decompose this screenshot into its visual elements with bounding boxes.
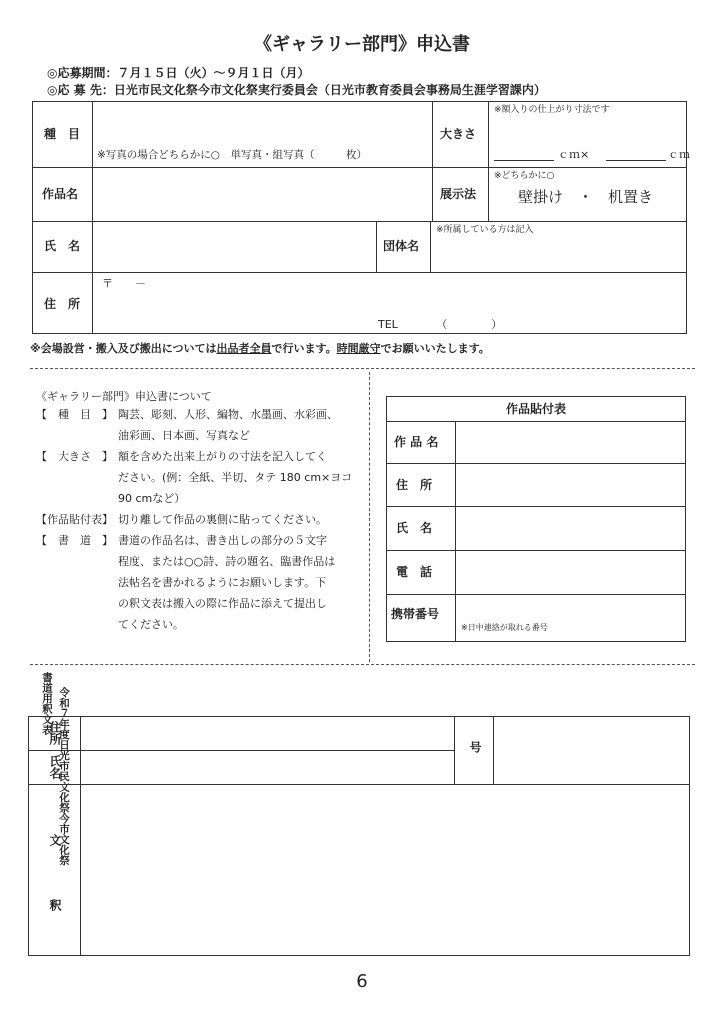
size-unit-1: ｃｍ× <box>558 148 590 161</box>
callig-text-1: 書道の作品名は、書き出しの部分の５文字 <box>118 534 327 547</box>
tag-key: 【作品貼付表】 <box>36 513 113 526</box>
tag-phone-label: 電 話 <box>396 565 433 579</box>
size-height-field[interactable] <box>494 160 554 161</box>
shakumon-text-label-2: 釈 <box>48 899 62 911</box>
size-text-2: ださい。(例：全紙、半切、タテ 180 cm×ヨコ <box>118 471 353 484</box>
cut-line-bottom <box>30 664 695 665</box>
application-recipient: ◎応 募 先：日光市民文化祭今市文化祭実行委員会（日光市教育委員会事務局生涯学習課内） <box>47 83 546 97</box>
callig-key: 【 書 道 】 <box>36 534 113 547</box>
page-title: 《ギャラリー部門》申込書 <box>254 34 470 55</box>
callig-text-5: てください。 <box>118 618 184 631</box>
name-field[interactable] <box>94 223 374 271</box>
size-unit-2: ｃｍ <box>668 148 690 161</box>
footnote <box>30 343 490 354</box>
cut-line-top <box>30 368 695 369</box>
tag-mobile-label: 携帯番号 <box>391 607 440 621</box>
size-text-3: 90 cmなど） <box>118 492 186 505</box>
group-label: 団体名 <box>383 239 420 253</box>
display-note: ※どちらかに○ <box>494 171 555 181</box>
application-period: ◎応募期間：７月１５日（火）～９月１日（月） <box>47 66 310 80</box>
photo-note[interactable]: ※写真の場合どちらかに○ 単写真・組写真（ 枚） <box>97 149 367 161</box>
tag-mobile-field[interactable] <box>457 596 684 622</box>
callig-text-2: 程度、または○○詩、詩の題名、臨書作品は <box>118 555 336 568</box>
shakumon-go-label: 号 <box>468 741 482 753</box>
tag-name-field[interactable] <box>457 508 684 549</box>
type-text-1: 陶芸、彫刻、人形、編物、水墨画、水彩画、 <box>118 408 338 421</box>
tag-text: 切り離して作品の裏側に貼ってください。 <box>118 513 327 526</box>
callig-text-3: 法帖名を書かれるようにお願いします。下 <box>118 576 327 589</box>
type-text-2: 油彩画、日本画、写真など <box>118 429 250 442</box>
address-label: 住 所 <box>44 297 81 311</box>
shakumon-text-field[interactable] <box>82 786 688 954</box>
about-content <box>36 404 366 635</box>
page-number: 6 <box>356 971 368 992</box>
size-text-1: 額を含めた出来上がりの寸法を記入してく <box>118 450 327 463</box>
tag-title-field[interactable] <box>457 423 684 462</box>
tag-address-label: 住 所 <box>396 478 433 492</box>
shakumon-address-field[interactable] <box>82 718 452 749</box>
address-field[interactable] <box>94 290 684 314</box>
callig-text-4: の釈文表は搬入の際に作品に添えて提出し <box>118 597 327 610</box>
footnote-text-1: ※会場設営・搬入及び搬出については <box>30 342 217 355</box>
type-key: 【 種 目 】 <box>36 408 113 421</box>
tag-title-label: 作 品 名 <box>394 435 439 449</box>
display-options[interactable]: 壁掛け ・ 机置き <box>518 188 654 206</box>
footnote-text-2: で行います。 <box>271 342 337 355</box>
group-field[interactable] <box>432 236 684 270</box>
cut-line-vertical <box>369 372 370 662</box>
footnote-text-3: でお願いいたします。 <box>380 342 490 355</box>
shakumon-heading-1: 書道用釈文表 <box>41 672 53 735</box>
size-note: ※額入りの仕上がり寸法です <box>494 105 610 115</box>
shakumon-name-label: 氏名 <box>48 755 62 779</box>
tag-table-header: 作品貼付表 <box>505 402 566 416</box>
tag-name-label: 氏 名 <box>396 521 433 535</box>
tag-mobile-note: ※日中連絡が取れる番号 <box>461 623 548 632</box>
name-label: 氏 名 <box>44 239 81 253</box>
size-label: 大きさ <box>440 127 477 141</box>
postal-code[interactable]: 〒 － <box>102 277 146 290</box>
title-field[interactable] <box>94 169 430 219</box>
tag-phone-field[interactable] <box>457 552 684 593</box>
footnote-emphasis-1: 出品者全員 <box>216 342 272 355</box>
shakumon-name-field[interactable] <box>82 752 452 783</box>
display-label: 展示法 <box>440 187 477 201</box>
about-heading: 《ギャラリー部門》申込書について <box>36 390 212 403</box>
size-key: 【 大きさ 】 <box>36 450 113 463</box>
shakumon-heading-2: 令和７年度日光市民文化祭今市文化祭 <box>58 687 70 866</box>
title-label: 作品名 <box>42 187 79 201</box>
footnote-emphasis-2: 時間厳守 <box>336 342 381 355</box>
type-label: 種 目 <box>44 127 81 141</box>
tag-address-field[interactable] <box>457 465 684 505</box>
shakumon-text-label-1: 文 <box>48 834 62 846</box>
tel-field[interactable]: TEL （ ） <box>378 318 503 331</box>
group-note: ※所属している方は記入 <box>436 225 534 235</box>
shakumon-go-field[interactable] <box>495 718 688 783</box>
size-width-field[interactable] <box>606 160 666 161</box>
shakumon-address-label: 住所 <box>48 721 62 745</box>
